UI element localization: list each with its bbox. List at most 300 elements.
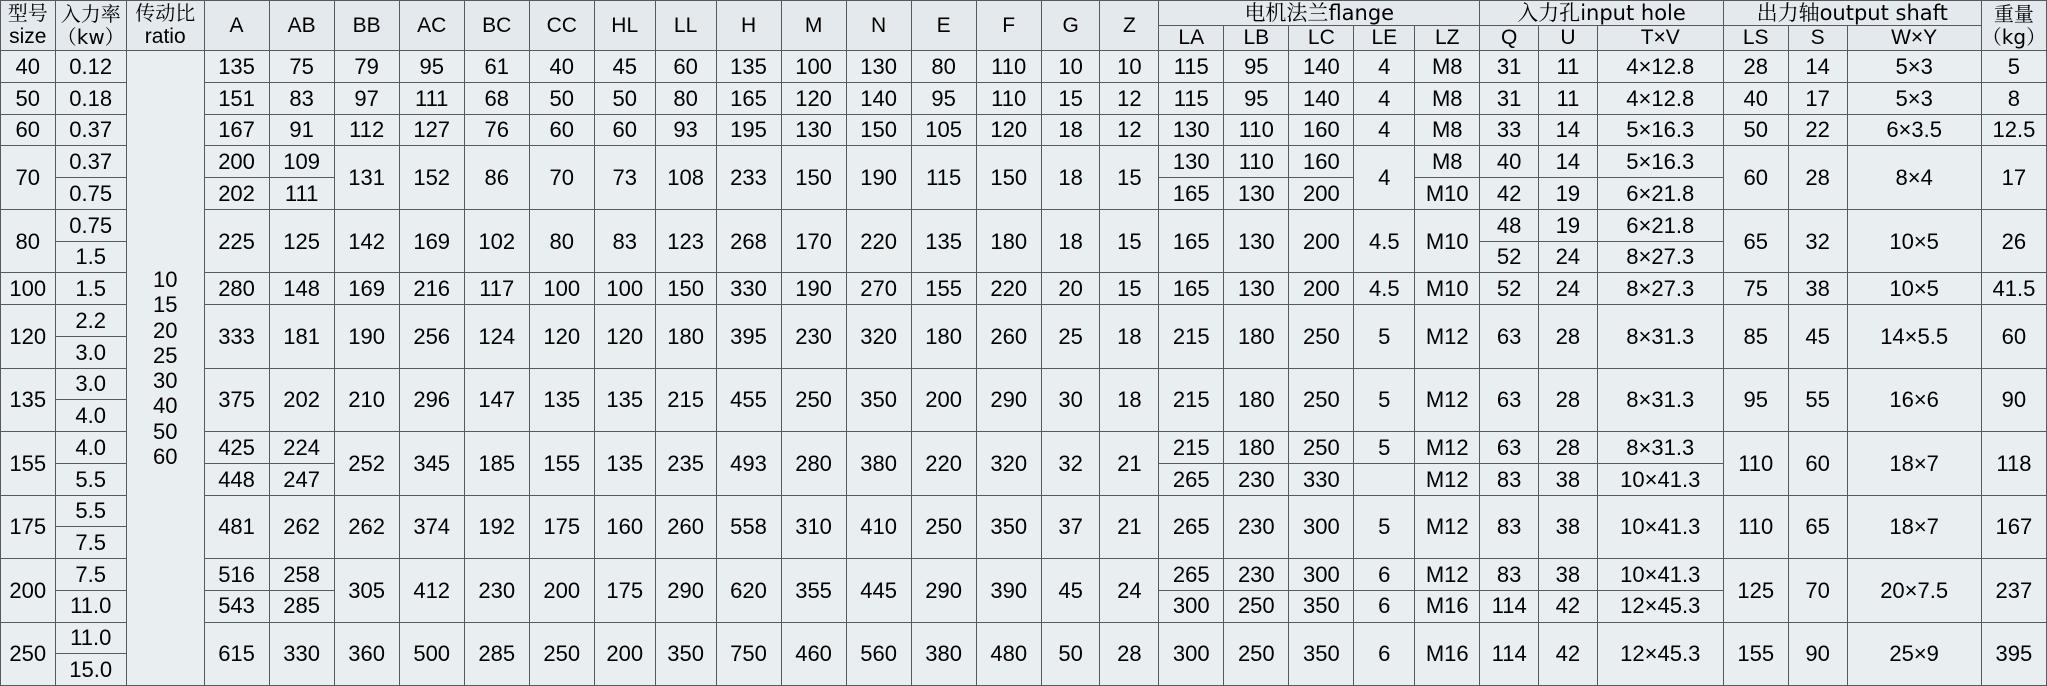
cell-LZ: M12	[1415, 463, 1480, 495]
cell-HL: 100	[594, 273, 655, 305]
cell-HL: 73	[594, 146, 655, 209]
cell-H: 455	[716, 368, 781, 431]
cell-size: 100	[1, 273, 56, 305]
cell-G: 50	[1041, 622, 1100, 686]
cell-M: 250	[781, 368, 846, 431]
cell-LB: 95	[1224, 51, 1289, 83]
header-weight: 重量 （kg）	[1981, 1, 2046, 51]
header-LZ: LZ	[1415, 26, 1480, 51]
cell-BB: 79	[334, 51, 399, 83]
cell-size: 80	[1, 209, 56, 272]
cell-A: 200	[204, 146, 269, 178]
cell-AB: 262	[269, 495, 334, 558]
cell-LA: 265	[1159, 463, 1224, 495]
cell-BB: 360	[334, 622, 399, 686]
cell-size: 60	[1, 114, 56, 146]
cell-kw: 0.37	[55, 114, 126, 146]
cell-G: 37	[1041, 495, 1100, 558]
cell-CC: 70	[529, 146, 594, 209]
cell-LB: 110	[1224, 146, 1289, 178]
cell-Q: 52	[1480, 241, 1539, 273]
cell-LC: 350	[1289, 622, 1354, 686]
cell-size: 135	[1, 368, 56, 431]
cell-E: 105	[911, 114, 976, 146]
table-row	[1, 114, 2047, 146]
cell-LE: 4	[1354, 83, 1415, 115]
cell-LE: 6	[1354, 622, 1415, 686]
cell-LB: 130	[1224, 273, 1289, 305]
cell-TV: 4×12.8	[1597, 83, 1723, 115]
cell-Q: 42	[1480, 178, 1539, 210]
cell-LZ: M16	[1415, 622, 1480, 686]
cell-S: 70	[1788, 559, 1847, 622]
cell-kw: 3.0	[55, 336, 126, 368]
cell-H: 268	[716, 209, 781, 272]
cell-BB: 112	[334, 114, 399, 146]
cell-F: 110	[976, 83, 1041, 115]
cell-BC: 102	[464, 209, 529, 272]
header-TV: T×V	[1597, 26, 1723, 51]
cell-kw: 11.0	[55, 622, 126, 654]
header-group-output-shaft-en: output shaft	[1819, 1, 1948, 25]
cell-Q: 33	[1480, 114, 1539, 146]
cell-AB: 91	[269, 114, 334, 146]
cell-LZ: M10	[1415, 273, 1480, 305]
cell-kw: 0.75	[55, 209, 126, 241]
header-WY: W×Y	[1847, 26, 1981, 51]
cell-LL: 108	[655, 146, 716, 209]
cell-LE: 4	[1354, 114, 1415, 146]
cell-E: 220	[911, 432, 976, 495]
cell-LE: 5	[1354, 305, 1415, 368]
cell-LZ: M8	[1415, 83, 1480, 115]
cell-HL: 60	[594, 114, 655, 146]
cell-LB: 180	[1224, 305, 1289, 368]
cell-TV: 8×27.3	[1597, 241, 1723, 273]
cell-E: 290	[911, 559, 976, 622]
cell-LZ: M12	[1415, 305, 1480, 368]
cell-N: 220	[846, 209, 911, 272]
cell-U: 42	[1539, 622, 1598, 686]
cell-G: 30	[1041, 368, 1100, 431]
cell-TV: 5×16.3	[1597, 114, 1723, 146]
cell-F: 350	[976, 495, 1041, 558]
header-S: S	[1788, 26, 1847, 51]
cell-AB: 285	[269, 590, 334, 622]
cell-H: 395	[716, 305, 781, 368]
cell-Z: 18	[1100, 305, 1159, 368]
cell-HL: 200	[594, 622, 655, 686]
cell-LL: 290	[655, 559, 716, 622]
cell-LC: 200	[1289, 178, 1354, 210]
cell-LZ: M12	[1415, 559, 1480, 591]
cell-Z: 15	[1100, 209, 1159, 272]
cell-kw: 1.5	[55, 241, 126, 273]
cell-H: 750	[716, 622, 781, 686]
cell-CC: 135	[529, 368, 594, 431]
cell-AB: 125	[269, 209, 334, 272]
cell-LS: 95	[1723, 368, 1788, 431]
cell-Q: 63	[1480, 432, 1539, 464]
cell-G: 32	[1041, 432, 1100, 495]
cell-WY: 14×5.5	[1847, 305, 1981, 368]
cell-kw: 5.5	[55, 463, 126, 495]
cell-LL: 235	[655, 432, 716, 495]
cell-HL: 135	[594, 432, 655, 495]
cell-kg: 60	[1981, 305, 2046, 368]
cell-G: 20	[1041, 273, 1100, 305]
cell-E: 180	[911, 305, 976, 368]
cell-BB: 142	[334, 209, 399, 272]
cell-LC: 350	[1289, 590, 1354, 622]
cell-WY: 18×7	[1847, 495, 1981, 558]
cell-TV: 12×45.3	[1597, 590, 1723, 622]
cell-kw: 11.0	[55, 590, 126, 622]
cell-A: 167	[204, 114, 269, 146]
cell-M: 100	[781, 51, 846, 83]
cell-BB: 169	[334, 273, 399, 305]
cell-Q: 114	[1480, 622, 1539, 686]
cell-N: 560	[846, 622, 911, 686]
cell-AC: 500	[399, 622, 464, 686]
cell-N: 410	[846, 495, 911, 558]
cell-E: 200	[911, 368, 976, 431]
cell-F: 390	[976, 559, 1041, 622]
cell-S: 38	[1788, 273, 1847, 305]
header-ratio: 传动比 ratio	[126, 1, 204, 51]
cell-G: 25	[1041, 305, 1100, 368]
cell-HL: 135	[594, 368, 655, 431]
cell-U: 14	[1539, 146, 1598, 178]
cell-N: 140	[846, 83, 911, 115]
table-row	[1, 559, 2047, 591]
cell-N: 270	[846, 273, 911, 305]
cell-kg: 237	[1981, 559, 2046, 622]
cell-CC: 80	[529, 209, 594, 272]
cell-LS: 110	[1723, 432, 1788, 495]
table-row	[1, 209, 2047, 241]
cell-Q: 83	[1480, 559, 1539, 591]
header-N: N	[846, 1, 911, 51]
cell-LE: 4.5	[1354, 209, 1415, 272]
header-F: F	[976, 1, 1041, 51]
header-group-input-hole-cn: 入力孔	[1517, 1, 1581, 25]
cell-size: 200	[1, 559, 56, 622]
header-A: A	[204, 1, 269, 51]
cell-BC: 76	[464, 114, 529, 146]
cell-LS: 60	[1723, 146, 1788, 209]
cell-LE: 5	[1354, 495, 1415, 558]
cell-size: 175	[1, 495, 56, 558]
cell-F: 290	[976, 368, 1041, 431]
cell-G: 10	[1041, 51, 1100, 83]
cell-LA: 300	[1159, 590, 1224, 622]
header-LS: LS	[1723, 26, 1788, 51]
cell-LE	[1354, 463, 1415, 495]
cell-AB: 258	[269, 559, 334, 591]
cell-TV: 6×21.8	[1597, 178, 1723, 210]
cell-H: 233	[716, 146, 781, 209]
cell-E: 155	[911, 273, 976, 305]
header-Z: Z	[1100, 1, 1159, 51]
cell-E: 95	[911, 83, 976, 115]
header-group-input-hole-en: input hole	[1580, 1, 1686, 25]
cell-U: 24	[1539, 273, 1598, 305]
cell-kg: 118	[1981, 432, 2046, 495]
cell-HL: 175	[594, 559, 655, 622]
header-row-groups	[1, 1, 2047, 26]
cell-AB: 111	[269, 178, 334, 210]
cell-TV: 5×16.3	[1597, 146, 1723, 178]
cell-Z: 18	[1100, 368, 1159, 431]
ratio-value: 25	[152, 342, 178, 368]
cell-A: 516	[204, 559, 269, 591]
cell-S: 32	[1788, 209, 1847, 272]
cell-LA: 115	[1159, 83, 1224, 115]
cell-kg: 17	[1981, 146, 2046, 209]
cell-U: 19	[1539, 178, 1598, 210]
cell-kg: 167	[1981, 495, 2046, 558]
ratio-value: 50	[152, 418, 178, 444]
header-LB: LB	[1224, 26, 1289, 51]
cell-kg: 8	[1981, 83, 2046, 115]
cell-S: 65	[1788, 495, 1847, 558]
cell-BC: 185	[464, 432, 529, 495]
cell-kw: 0.12	[55, 51, 126, 83]
cell-LA: 265	[1159, 559, 1224, 591]
cell-LL: 180	[655, 305, 716, 368]
cell-LS: 110	[1723, 495, 1788, 558]
header-U: U	[1539, 26, 1598, 51]
ratio-value: 30	[152, 368, 178, 394]
cell-Q: 63	[1480, 305, 1539, 368]
cell-LE: 6	[1354, 590, 1415, 622]
cell-HL: 45	[594, 51, 655, 83]
cell-LB: 130	[1224, 209, 1289, 272]
cell-U: 28	[1539, 368, 1598, 431]
cell-LB: 180	[1224, 368, 1289, 431]
cell-BB: 252	[334, 432, 399, 495]
cell-TV: 8×31.3	[1597, 305, 1723, 368]
cell-LB: 130	[1224, 178, 1289, 210]
cell-LL: 215	[655, 368, 716, 431]
cell-kw: 15.0	[55, 654, 126, 686]
cell-TV: 8×27.3	[1597, 273, 1723, 305]
ratio-value: 60	[152, 444, 178, 470]
cell-CC: 100	[529, 273, 594, 305]
cell-BC: 147	[464, 368, 529, 431]
cell-LA: 215	[1159, 432, 1224, 464]
cell-M: 190	[781, 273, 846, 305]
cell-LL: 80	[655, 83, 716, 115]
header-input-power: 入力率 （kw）	[55, 1, 126, 51]
cell-E: 80	[911, 51, 976, 83]
cell-LB: 230	[1224, 495, 1289, 558]
cell-Z: 28	[1100, 622, 1159, 686]
cell-LL: 60	[655, 51, 716, 83]
cell-kw: 7.5	[55, 527, 126, 559]
cell-LS: 40	[1723, 83, 1788, 115]
cell-kg: 12.5	[1981, 114, 2046, 146]
cell-S: 45	[1788, 305, 1847, 368]
table-row	[1, 51, 2047, 83]
cell-U: 42	[1539, 590, 1598, 622]
cell-CC: 50	[529, 83, 594, 115]
cell-U: 11	[1539, 83, 1598, 115]
cell-CC: 250	[529, 622, 594, 686]
cell-LL: 350	[655, 622, 716, 686]
cell-F: 480	[976, 622, 1041, 686]
header-group-output-shaft	[1723, 1, 1981, 26]
cell-A: 280	[204, 273, 269, 305]
cell-LE: 5	[1354, 368, 1415, 431]
cell-N: 350	[846, 368, 911, 431]
cell-AC: 345	[399, 432, 464, 495]
cell-BC: 68	[464, 83, 529, 115]
cell-N: 190	[846, 146, 911, 209]
cell-BC: 192	[464, 495, 529, 558]
cell-kw: 4.0	[55, 432, 126, 464]
cell-size: 155	[1, 432, 56, 495]
cell-LC: 140	[1289, 83, 1354, 115]
cell-H: 558	[716, 495, 781, 558]
cell-LZ: M8	[1415, 146, 1480, 178]
table-row	[1, 495, 2047, 527]
cell-N: 320	[846, 305, 911, 368]
cell-LB: 230	[1224, 463, 1289, 495]
cell-LC: 300	[1289, 495, 1354, 558]
cell-AB: 109	[269, 146, 334, 178]
cell-E: 380	[911, 622, 976, 686]
cell-kw: 4.0	[55, 400, 126, 432]
cell-N: 380	[846, 432, 911, 495]
header-size: 型号 size	[1, 1, 56, 51]
cell-LB: 250	[1224, 590, 1289, 622]
cell-LL: 260	[655, 495, 716, 558]
table-row	[1, 622, 2047, 654]
cell-Q: 83	[1480, 495, 1539, 558]
cell-LE: 6	[1354, 559, 1415, 591]
header-G: G	[1041, 1, 1100, 51]
cell-AC: 169	[399, 209, 464, 272]
ratio-value: 20	[152, 317, 178, 343]
cell-Z: 12	[1100, 114, 1159, 146]
cell-Q: 40	[1480, 146, 1539, 178]
cell-LB: 110	[1224, 114, 1289, 146]
cell-U: 14	[1539, 114, 1598, 146]
cell-M: 280	[781, 432, 846, 495]
cell-LZ: M8	[1415, 114, 1480, 146]
cell-BC: 86	[464, 146, 529, 209]
cell-kg: 90	[1981, 368, 2046, 431]
cell-CC: 120	[529, 305, 594, 368]
cell-Z: 10	[1100, 51, 1159, 83]
cell-ratio-list	[126, 51, 204, 686]
cell-LZ: M10	[1415, 178, 1480, 210]
cell-AC: 127	[399, 114, 464, 146]
cell-LL: 123	[655, 209, 716, 272]
cell-TV: 6×21.8	[1597, 209, 1723, 241]
cell-BB: 97	[334, 83, 399, 115]
cell-kg: 26	[1981, 209, 2046, 272]
cell-AC: 256	[399, 305, 464, 368]
cell-CC: 60	[529, 114, 594, 146]
cell-U: 28	[1539, 305, 1598, 368]
cell-LB: 230	[1224, 559, 1289, 591]
cell-LS: 75	[1723, 273, 1788, 305]
cell-BB: 262	[334, 495, 399, 558]
cell-M: 150	[781, 146, 846, 209]
cell-AB: 148	[269, 273, 334, 305]
cell-kg: 395	[1981, 622, 2046, 686]
cell-LE: 4	[1354, 51, 1415, 83]
cell-U: 11	[1539, 51, 1598, 83]
cell-G: 15	[1041, 83, 1100, 115]
cell-LA: 130	[1159, 146, 1224, 178]
cell-U: 28	[1539, 432, 1598, 464]
cell-LS: 65	[1723, 209, 1788, 272]
cell-LZ: M12	[1415, 432, 1480, 464]
cell-WY: 6×3.5	[1847, 114, 1981, 146]
cell-Q: 52	[1480, 273, 1539, 305]
cell-U: 24	[1539, 241, 1598, 273]
cell-kw: 0.18	[55, 83, 126, 115]
cell-LA: 265	[1159, 495, 1224, 558]
cell-CC: 40	[529, 51, 594, 83]
cell-LS: 50	[1723, 114, 1788, 146]
cell-kw: 1.5	[55, 273, 126, 305]
cell-A: 151	[204, 83, 269, 115]
header-group-input-hole	[1480, 1, 1723, 26]
cell-WY: 10×5	[1847, 273, 1981, 305]
cell-U: 38	[1539, 463, 1598, 495]
cell-kw: 2.2	[55, 305, 126, 337]
cell-LL: 93	[655, 114, 716, 146]
cell-LA: 165	[1159, 178, 1224, 210]
cell-LZ: M12	[1415, 495, 1480, 558]
cell-kg: 41.5	[1981, 273, 2046, 305]
cell-H: 330	[716, 273, 781, 305]
cell-LE: 4	[1354, 146, 1415, 209]
header-LL: LL	[655, 1, 716, 51]
cell-LA: 165	[1159, 209, 1224, 272]
cell-S: 90	[1788, 622, 1847, 686]
cell-LZ: M8	[1415, 51, 1480, 83]
cell-Z: 12	[1100, 83, 1159, 115]
cell-AC: 95	[399, 51, 464, 83]
cell-LL: 150	[655, 273, 716, 305]
cell-AC: 296	[399, 368, 464, 431]
cell-BB: 210	[334, 368, 399, 431]
cell-WY: 10×5	[1847, 209, 1981, 272]
cell-WY: 5×3	[1847, 51, 1981, 83]
cell-Z: 15	[1100, 146, 1159, 209]
cell-A: 333	[204, 305, 269, 368]
ratio-value: 40	[152, 393, 178, 419]
cell-kw: 0.75	[55, 178, 126, 210]
cell-S: 17	[1788, 83, 1847, 115]
cell-S: 22	[1788, 114, 1847, 146]
cell-M: 130	[781, 114, 846, 146]
header-LA: LA	[1159, 26, 1224, 51]
cell-LA: 300	[1159, 622, 1224, 686]
cell-E: 115	[911, 146, 976, 209]
cell-Q: 114	[1480, 590, 1539, 622]
cell-F: 120	[976, 114, 1041, 146]
cell-LC: 330	[1289, 463, 1354, 495]
cell-A: 615	[204, 622, 269, 686]
cell-U: 38	[1539, 559, 1598, 591]
